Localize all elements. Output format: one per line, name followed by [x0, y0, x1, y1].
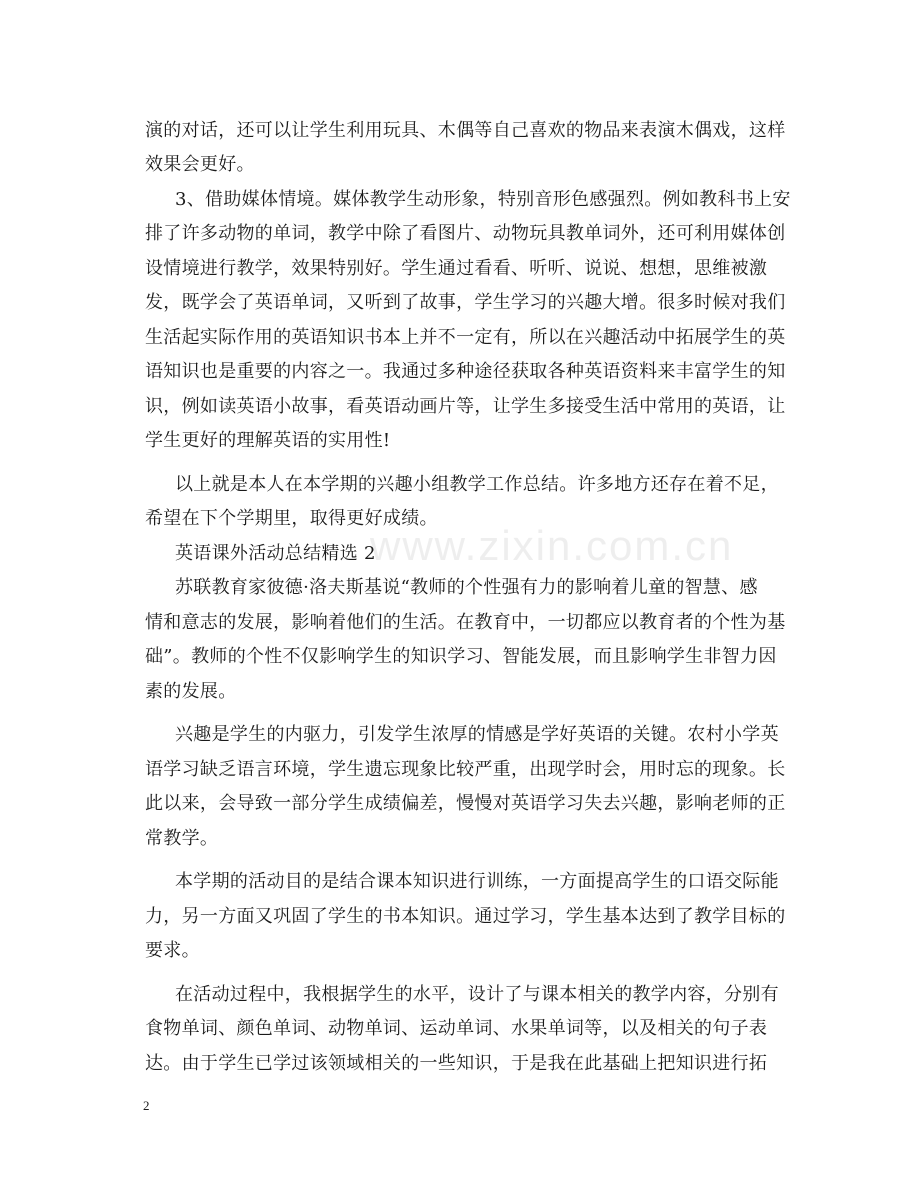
text-line: 学生更好的理解英语的实用性! [145, 430, 391, 451]
text-line: 常教学。 [145, 828, 219, 849]
text-line: 演的对话，还可以让学生利用玩具、木偶等自己喜欢的物品来表演木偶戏，这样 [145, 120, 786, 141]
text-line: 础”。教师的个性不仅影响学生的知识学习、智能发展，而且影响学生非智力因 [145, 646, 777, 667]
text-line: 识，例如读英语小故事，看英语动画片等，让学生多接受生活中常用的英语，让 [145, 396, 786, 417]
text-line: 设情境进行教学，效果特别好。学生通过看看、听听、说说、想想，思维被激 [145, 258, 768, 279]
text-line: 情和意志的发展，影响着他们的生活。在教育中，一切都应以教育者的个性为基 [145, 612, 786, 633]
text-line: 本学期的活动目的是结合课本知识进行训练，一方面提高学生的口语交际能 [175, 871, 779, 892]
text-line: 3、借助媒体情境。媒体教学生动形象，特别音形色感强烈。例如教科书上安 [175, 189, 791, 210]
text-line: 要求。 [145, 940, 200, 961]
text-line: 生活起实际作用的英语知识书本上并不一定有，所以在兴趣活动中拓展学生的英 [145, 327, 786, 348]
watermark: www.zixin.com.cn [370, 522, 734, 569]
text-line: 语学习缺乏语言环境，学生遗忘现象比较严重，出现学时会，用时忘的现象。长 [145, 759, 786, 780]
text-line: 食物单词、颜色单词、动物单词、运动单词、水果单词等，以及相关的句子表 [145, 1018, 768, 1039]
text-line: 排了许多动物的单词，教学中除了看图片、动物玩具教单词外，还可利用媒体创 [145, 223, 786, 244]
text-line: 希望在下个学期里，取得更好成绩。 [145, 508, 438, 529]
text-line: 苏联教育家彼德·洛夫斯基说“教师的个性强有力的影响着儿童的智慧、感 [175, 577, 758, 598]
text-line: 发，既学会了英语单词，又听到了故事，学生学习的兴趣大增。很多时候对我们 [145, 292, 786, 313]
section-heading: 英语课外活动总结精选 2 [175, 543, 376, 564]
text-line: 素的发展。 [145, 681, 237, 702]
text-line: 语知识也是重要的内容之一。我通过多种途径获取各种英语资料来丰富学生的知 [145, 361, 786, 382]
text-line: 兴趣是学生的内驱力，引发学生浓厚的情感是学好英语的关键。农村小学英 [175, 724, 779, 745]
text-line: 效果会更好。 [145, 154, 255, 175]
page-number: 2 [143, 1098, 150, 1113]
text-line: 达。由于学生已学过该领域相关的一些知识，于是我在此基础上把知识进行拓 [145, 1053, 768, 1074]
text-line: 以上就是本人在本学期的兴趣小组教学工作总结。许多地方还存在着不足， [175, 474, 779, 495]
text-line: 在活动过程中，我根据学生的水平，设计了与课本相关的教学内容，分别有 [175, 984, 779, 1005]
text-line: 此以来，会导致一部分学生成绩偏差，慢慢对英语学习失去兴趣，影响老师的正 [145, 793, 786, 814]
text-line: 力，另一方面又巩固了学生的书本知识。通过学习，学生基本达到了教学目标的 [145, 906, 786, 927]
